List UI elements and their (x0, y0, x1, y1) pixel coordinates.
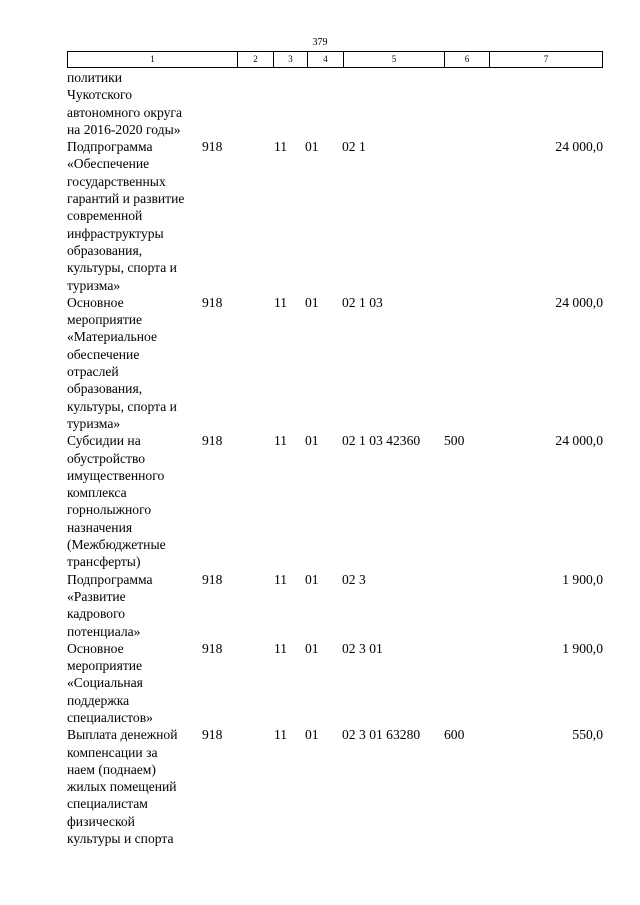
row-name-line: физической (67, 813, 135, 829)
row-name-cell (67, 432, 201, 570)
row-name-line: обеспечение (67, 346, 140, 362)
amount-cell: 1 900,0 (562, 640, 603, 656)
row-name-line: «Развитие (67, 588, 126, 604)
row-name-line: мероприятие (67, 312, 143, 328)
row-name-line: гарантий и развитие (67, 191, 185, 207)
admin-code-cell: 918 (202, 433, 223, 449)
table-row (67, 69, 603, 138)
row-name-line: туризма» (67, 277, 121, 293)
row-name-cell (67, 294, 201, 432)
column-header-5: 5 (344, 52, 445, 68)
row-name-line: на 2016-2020 годы» (67, 121, 181, 137)
row-name-line: инфраструктуры (67, 225, 164, 241)
budget-table-body (67, 69, 603, 847)
amount-cell: 24 000,0 (555, 139, 603, 155)
row-name-cell (67, 640, 201, 726)
row-name-line: «Социальная (67, 675, 143, 691)
row-name-line: поддержка (67, 692, 130, 708)
row-name-line: комплекса (67, 485, 127, 501)
row-name-line: Основное (67, 294, 124, 310)
column-header-row (68, 52, 603, 68)
row-name-line: образования, (67, 381, 143, 397)
subsection-code-cell: 01 (305, 433, 319, 449)
column-header-7: 7 (490, 52, 603, 68)
table-row (67, 138, 603, 294)
target-article-cell: 02 3 (342, 571, 366, 587)
column-header-6: 6 (445, 52, 490, 68)
subsection-code-cell: 01 (305, 139, 319, 155)
section-code-cell: 11 (274, 294, 288, 310)
row-name-line: потенциала» (67, 623, 141, 639)
section-code-cell: 11 (274, 139, 288, 155)
row-name-line: мероприятие (67, 658, 143, 674)
row-name-line: культуры, спорта и (67, 260, 177, 276)
expense-type-cell: 500 (444, 433, 465, 449)
admin-code-cell: 918 (202, 139, 223, 155)
section-code-cell: 11 (274, 571, 288, 587)
row-name-line: современной (67, 208, 143, 224)
row-name-line: Выплата денежной (67, 727, 178, 743)
admin-code-cell: 918 (202, 571, 223, 587)
row-name-line: культуры и спорта (67, 831, 174, 847)
target-article-cell: 02 3 01 (342, 640, 383, 656)
amount-cell: 24 000,0 (555, 294, 603, 310)
row-name-line: культуры, спорта и (67, 398, 177, 414)
column-header-3: 3 (274, 52, 308, 68)
row-name-line: «Обеспечение (67, 156, 150, 172)
admin-code-cell: 918 (202, 294, 223, 310)
row-name-line: кадрового (67, 606, 126, 622)
subsection-code-cell: 01 (305, 640, 319, 656)
row-name-line: государственных (67, 173, 166, 189)
row-name-cell (67, 571, 201, 640)
row-name-cell (67, 138, 201, 294)
section-code-cell: 11 (274, 727, 288, 743)
row-name-line: трансферты) (67, 554, 141, 570)
target-article-cell: 02 3 01 63280 (342, 727, 421, 743)
admin-code-cell: 918 (202, 640, 223, 656)
table-row (67, 640, 603, 726)
column-header-2: 2 (238, 52, 274, 68)
column-header-4: 4 (308, 52, 344, 68)
row-name-line: специалистам (67, 796, 148, 812)
table-row (67, 294, 603, 432)
table-row (67, 726, 603, 847)
amount-cell: 24 000,0 (555, 433, 603, 449)
row-name-line: отраслей (67, 364, 119, 380)
section-code-cell: 11 (274, 640, 288, 656)
row-name-line: жилых помещений (67, 779, 177, 795)
column-header-table (67, 51, 603, 68)
subsection-code-cell: 01 (305, 727, 319, 743)
column-header-1: 1 (68, 52, 238, 68)
row-name-line: «Материальное (67, 329, 158, 345)
row-name-cell (67, 69, 201, 138)
row-name-line: автономного округа (67, 104, 183, 120)
row-name-line: туризма» (67, 415, 121, 431)
row-name-line: Субсидии на (67, 433, 141, 449)
expense-type-cell: 600 (444, 727, 465, 743)
subsection-code-cell: 01 (305, 294, 319, 310)
row-name-line: Чукотского (67, 87, 133, 103)
row-name-line: Подпрограмма (67, 571, 153, 587)
page-number: 379 (312, 37, 328, 48)
row-name-line: горнолыжного (67, 502, 152, 518)
table-row (67, 432, 603, 570)
row-name-line: специалистов» (67, 709, 153, 725)
row-name-cell (67, 726, 201, 847)
row-name-line: образования, (67, 242, 143, 258)
subsection-code-cell: 01 (305, 571, 319, 587)
row-name-line: обустройство (67, 450, 146, 466)
amount-cell: 1 900,0 (562, 571, 603, 587)
row-name-line: назначения (67, 519, 133, 535)
row-name-line: политики (67, 70, 123, 85)
row-name-line: компенсации за (67, 744, 158, 760)
admin-code-cell: 918 (202, 727, 223, 743)
target-article-cell: 02 1 03 (342, 294, 383, 310)
row-name-line: Подпрограмма (67, 139, 153, 155)
section-code-cell: 11 (274, 433, 288, 449)
row-name-line: наем (поднаем) (67, 761, 156, 777)
amount-cell: 550,0 (572, 727, 603, 743)
row-name-line: Основное (67, 640, 124, 656)
table-row (67, 571, 603, 640)
target-article-cell: 02 1 (342, 139, 366, 155)
target-article-cell: 02 1 03 42360 (342, 433, 421, 449)
row-name-line: (Межбюджетные (67, 537, 166, 553)
row-name-line: имущественного (67, 467, 165, 483)
